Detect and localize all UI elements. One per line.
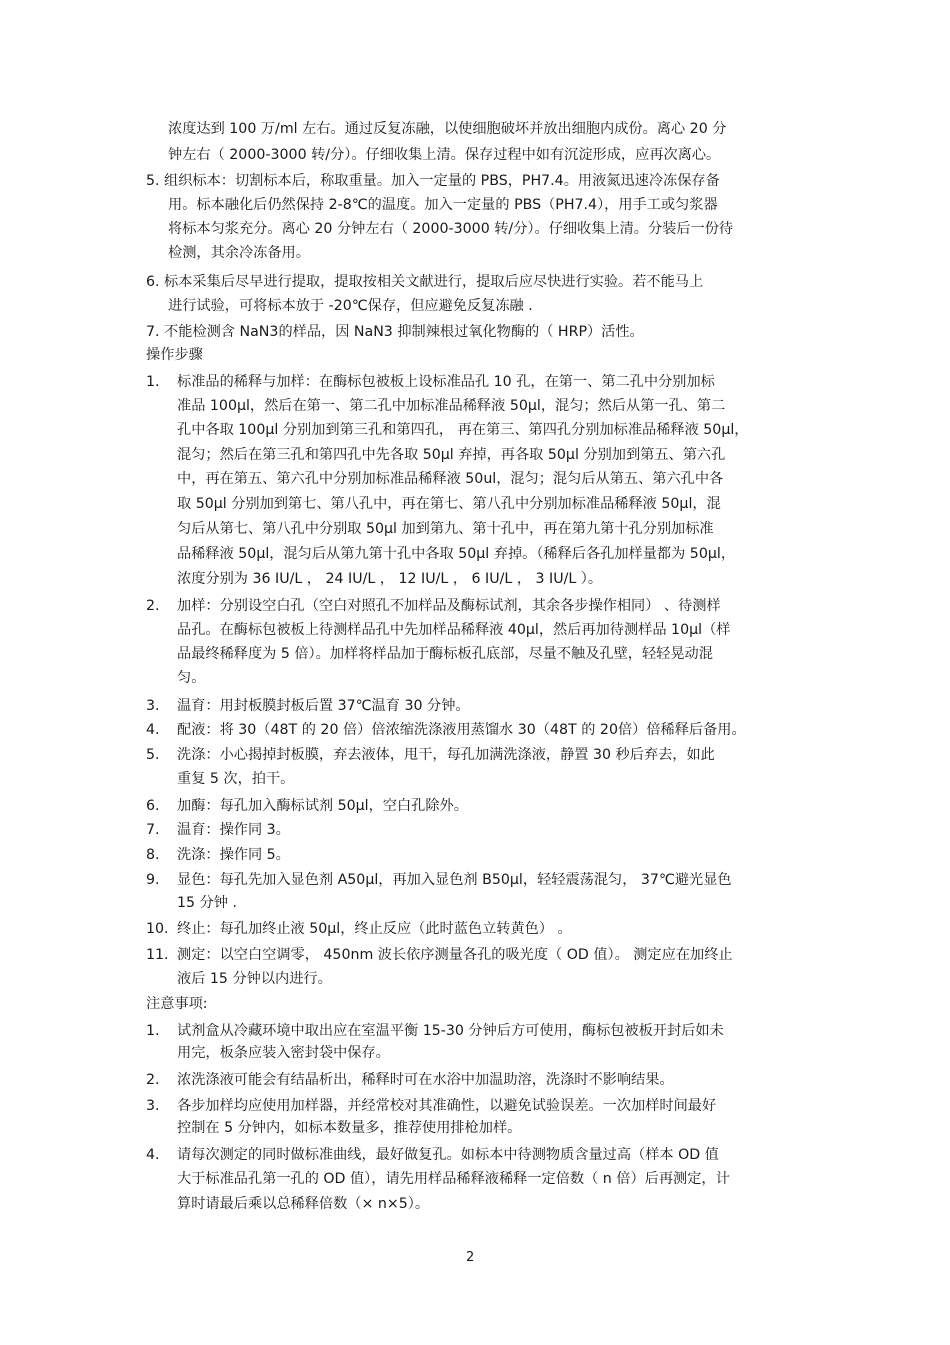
step-number: 6. <box>146 798 160 814</box>
text-line: 加样：分别设空白孔（空白对照孔不加样品及酶标试剂，其余各步操作相同） 、待测样 <box>177 598 721 614</box>
text-line: 加酶：每孔加入酶标试剂 50μl，空白孔除外。 <box>177 798 468 814</box>
text-line: 混匀；然后在第三孔和第四孔中先各取 50μl 弃掉，再各取 50μl 分别加到第五、第六孔 <box>177 447 726 463</box>
text-line: 品稀释液 50μl，混匀后从第九第十孔中各取 50μl 弃掉。（稀释后各孔加样量都为 50μl， <box>177 546 736 562</box>
step-number: 11. <box>146 947 169 963</box>
text-line: 7. 不能检测含 NaN3的样品，因 NaN3 抑制辣根过氧化物酶的（ HRP）活性。 <box>146 324 644 340</box>
step-number: 9. <box>146 872 160 888</box>
text-line: 洗涤：操作同 5。 <box>177 847 290 863</box>
step-number: 8. <box>146 847 160 863</box>
text-line: 5. 组织标本：切割标本后，称取重量。加入一定量的 PBS，PH7.4。用液氮迅速冷冻保存备 <box>146 173 720 189</box>
text-line: 进行试验，可将标本放于 -20℃保存，但应避免反复冻融 . <box>168 298 533 314</box>
text-line: 洗涤：小心揭掉封板膜，弃去液体，甩干，每孔加满洗涤液，静置 30 秒后弃去，如此 <box>177 747 715 763</box>
text-line: 温育：用封板膜封板后置 37℃温育 30 分钟。 <box>177 698 470 714</box>
note-number: 2. <box>146 1072 160 1088</box>
text-line: 浓度分别为 36 IU/L ， 24 IU/L ， 12 IU/L ， 6 IU/L ， 3 IU/L ）。 <box>177 571 603 587</box>
text-line: 各步加样均应使用加样器，并经常校对其准确性，以避免试验误差。一次加样时间最好 <box>177 1098 717 1114</box>
step-number: 4. <box>146 722 160 738</box>
text-line: 取 50μl 分别加到第七、第八孔中，再在第七、第八孔中分别加标准品稀释液 50μl，混 <box>177 496 721 512</box>
text-line: 大于标准品孔第一孔的 OD 值），请先用样品稀释液稀释一定倍数（ n 倍）后再测定，计 <box>177 1171 730 1187</box>
section-heading-steps: 操作步骤 <box>146 347 203 363</box>
text-line: 控制在 5 分钟内，如标本数量多，推荐使用排枪加样。 <box>177 1120 522 1136</box>
note-number: 3. <box>146 1098 160 1114</box>
text-line: 用完，板条应装入密封袋中保存。 <box>177 1045 390 1061</box>
step-number: 3. <box>146 698 160 714</box>
step-number: 2. <box>146 598 160 614</box>
step-number: 7. <box>146 822 160 838</box>
text-line: 用。标本融化后仍然保持 2-8℃的温度。加入一定量的 PBS（PH7.4），用手工或匀浆器 <box>168 197 718 213</box>
text-line: 孔中各取 100μl 分别加到第三孔和第四孔， 再在第三、第四孔分别加标准品稀释液 50μl， <box>177 422 749 438</box>
text-line: 中，再在第五、第六孔中分别加标准品稀释液 50ul，混匀；混匀后从第五、第六孔中各 <box>177 471 724 487</box>
text-line: 试剂盒从冷藏环境中取出应在室温平衡 15-30 分钟后方可使用，酶标包被板开封后如未 <box>177 1023 724 1039</box>
step-number: 5. <box>146 747 160 763</box>
section-heading-notes: 注意事项: <box>146 996 208 1012</box>
step-number: 1. <box>146 374 160 390</box>
text-line: 6. 标本采集后尽早进行提取，提取按相关文献进行，提取后应尽快进行实验。若不能马上 <box>146 274 704 290</box>
note-number: 1. <box>146 1023 160 1039</box>
text-line: 标准品的稀释与加样：在酶标包被板上设标准品孔 10 孔，在第一、第二孔中分别加标 <box>177 374 715 390</box>
text-line: 品孔。在酶标包被板上待测样品孔中先加样品稀释液 40μl，然后再加待测样品 10μl（样 <box>177 622 731 638</box>
text-line: 重复 5 次，拍干。 <box>177 771 295 787</box>
text-line: 匀。 <box>177 670 206 686</box>
text-line: 算时请最后乘以总稀释倍数（× n×5）。 <box>177 1196 430 1212</box>
text-line: 将标本匀浆充分。离心 20 分钟左右（ 2000-3000 转/分）。仔细收集上清。分装后一份待 <box>168 221 734 237</box>
text-line: 液后 15 分钟以内进行。 <box>177 971 332 987</box>
text-line: 终止：每孔加终止液 50μl，终止反应（此时蓝色立转黄色） 。 <box>177 921 572 937</box>
text-line: 钟左右（ 2000-3000 转/分）。仔细收集上清。保存过程中如有沉淀形成，应再次离心。 <box>168 147 721 163</box>
text-line: 浓洗涤液可能会有结晶析出，稀释时可在水浴中加温助溶，洗涤时不影响结果。 <box>177 1072 674 1088</box>
text-line: 请每次测定的同时做标准曲线，最好做复孔。如标本中待测物质含量过高（样本 OD 值 <box>177 1147 719 1163</box>
text-line: 浓度达到 100 万/ml 左右。通过反复冻融，以使细胞破坏并放出细胞内成份。离心 20 分 <box>168 121 727 137</box>
text-line: 测定：以空白空调零， 450nm 波长依序测量各孔的吸光度（ OD 值）。 测定应在加终止 <box>177 947 733 963</box>
step-number: 10. <box>146 921 169 937</box>
text-line: 温育：操作同 3。 <box>177 822 290 838</box>
text-line: 15 分钟 . <box>177 895 237 911</box>
text-line: 显色：每孔先加入显色剂 A50μl，再加入显色剂 B50μl，轻轻震荡混匀， 37℃避光显色 <box>177 872 732 888</box>
text-line: 品最终稀释度为 5 倍）。加样将样品加于酶标板孔底部，尽量不触及孔壁，轻轻晃动混 <box>177 646 713 662</box>
note-number: 4. <box>146 1147 160 1163</box>
page-number: 2 <box>466 1250 475 1265</box>
text-line: 匀后从第七、第八孔中分别取 50μl 加到第九、第十孔中，再在第九第十孔分别加标准 <box>177 521 714 537</box>
text-line: 配液：将 30（48T 的 20 倍）倍浓缩洗涤液用蒸馏水 30（48T 的 20倍）倍稀释后备用。 <box>177 722 746 738</box>
text-line: 准品 100μl，然后在第一、第二孔中加标准品稀释液 50μl，混匀；然后从第一孔、第二 <box>177 398 726 414</box>
text-line: 检测，其余冷冻备用。 <box>168 245 310 261</box>
